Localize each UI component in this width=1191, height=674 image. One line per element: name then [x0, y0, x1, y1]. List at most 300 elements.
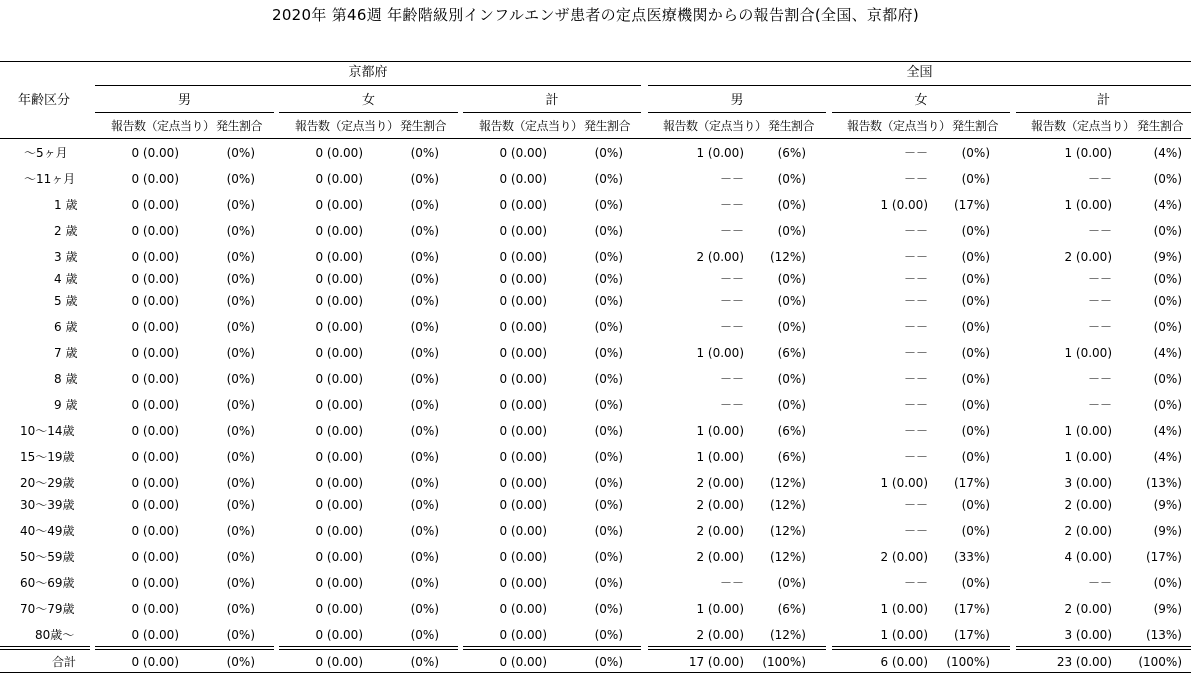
ratio-value: (0%) — [594, 250, 623, 264]
report-value: －－ — [903, 372, 928, 386]
report-value: 0 (0.00) — [131, 524, 179, 538]
ratio-value: (13%) — [1145, 476, 1182, 490]
report-value: 0 (0.00) — [131, 424, 179, 438]
row-label: 70～79歳 — [20, 602, 75, 616]
ratio-value: (0%) — [226, 498, 255, 512]
ratio-value: (0%) — [226, 198, 255, 212]
ratio-header-0: 発生割合 — [216, 119, 263, 133]
ratio-value: (0%) — [1153, 172, 1182, 186]
ratio-value: (12%) — [769, 628, 806, 642]
report-value: 1 (0.00) — [1064, 450, 1112, 464]
total-report-value: 0 (0.00) — [131, 655, 179, 669]
ratio-value: (0%) — [410, 576, 439, 590]
row-label: 15～19歳 — [20, 450, 75, 464]
ratio-value: (0%) — [226, 272, 255, 286]
ratio-value: (0%) — [226, 372, 255, 386]
report-value: －－ — [719, 224, 744, 238]
rule-total-5 — [1016, 646, 1191, 650]
rule-total-3 — [648, 646, 826, 650]
report-value: －－ — [1087, 294, 1112, 308]
report-value: 0 (0.00) — [131, 550, 179, 564]
ratio-value: (0%) — [777, 224, 806, 238]
report-value: 1 (0.00) — [880, 198, 928, 212]
ratio-value: (0%) — [410, 372, 439, 386]
ratio-value: (0%) — [594, 224, 623, 238]
ratio-value: (0%) — [961, 272, 990, 286]
ratio-value: (0%) — [594, 320, 623, 334]
row-label: 1 歳 — [54, 198, 78, 212]
report-value: 0 (0.00) — [131, 476, 179, 490]
ratio-value: (0%) — [594, 450, 623, 464]
ratio-value: (33%) — [953, 550, 990, 564]
ratio-value: (4%) — [1153, 450, 1182, 464]
sex-header-5: 計 — [1096, 93, 1110, 108]
report-value: 0 (0.00) — [131, 628, 179, 642]
total-label: 合計 — [52, 655, 77, 669]
rule-header-bottom — [0, 138, 1191, 139]
ratio-value: (12%) — [769, 250, 806, 264]
rule-sex-5 — [1016, 112, 1191, 113]
report-value: 2 (0.00) — [880, 550, 928, 564]
reports-header-3: 報告数（定点当り） — [663, 119, 767, 133]
reports-header-0: 報告数（定点当り） — [111, 119, 215, 133]
report-value: 0 (0.00) — [499, 198, 547, 212]
report-value: 2 (0.00) — [696, 628, 744, 642]
report-value: 0 (0.00) — [131, 294, 179, 308]
ratio-value: (17%) — [953, 198, 990, 212]
report-value: －－ — [719, 372, 744, 386]
ratio-value: (0%) — [1153, 576, 1182, 590]
row-label: 50～59歳 — [20, 550, 75, 564]
report-value: －－ — [903, 172, 928, 186]
ratio-value: (17%) — [953, 602, 990, 616]
report-value: －－ — [903, 424, 928, 438]
report-value: －－ — [719, 294, 744, 308]
report-value: 0 (0.00) — [131, 372, 179, 386]
total-report-value: 0 (0.00) — [499, 655, 547, 669]
ratio-value: (4%) — [1153, 424, 1182, 438]
report-value: 1 (0.00) — [880, 602, 928, 616]
ratio-value: (0%) — [961, 224, 990, 238]
ratio-value: (12%) — [769, 524, 806, 538]
report-value: －－ — [719, 398, 744, 412]
sex-header-1: 女 — [361, 93, 375, 108]
ratio-value: (0%) — [961, 250, 990, 264]
report-value: －－ — [1087, 224, 1112, 238]
report-value: －－ — [903, 272, 928, 286]
ratio-value: (0%) — [410, 524, 439, 538]
ratio-value: (0%) — [226, 294, 255, 308]
row-label: 60～69歳 — [20, 576, 75, 590]
ratio-value: (0%) — [777, 320, 806, 334]
ratio-value: (4%) — [1153, 146, 1182, 160]
ratio-value: (0%) — [226, 224, 255, 238]
report-value: －－ — [903, 294, 928, 308]
ratio-value: (0%) — [961, 498, 990, 512]
region-national-label: 全国 — [906, 65, 933, 80]
rule-sex-4 — [832, 112, 1010, 113]
report-value: 2 (0.00) — [1064, 524, 1112, 538]
ratio-value: (0%) — [410, 628, 439, 642]
ratio-value: (0%) — [226, 250, 255, 264]
row-label: 6 歳 — [54, 320, 78, 334]
report-value: 0 (0.00) — [315, 498, 363, 512]
report-value: 0 (0.00) — [499, 524, 547, 538]
row-label: 9 歳 — [54, 398, 78, 412]
reports-header-2: 報告数（定点当り） — [479, 119, 583, 133]
ratio-value: (0%) — [594, 272, 623, 286]
report-value: 0 (0.00) — [315, 346, 363, 360]
report-value: 0 (0.00) — [131, 320, 179, 334]
report-value: 0 (0.00) — [499, 320, 547, 334]
ratio-value: (12%) — [769, 550, 806, 564]
ratio-value: (6%) — [777, 346, 806, 360]
ratio-header-2: 発生割合 — [584, 119, 631, 133]
reports-header-1: 報告数（定点当り） — [295, 119, 399, 133]
ratio-value: (0%) — [961, 524, 990, 538]
ratio-header-5: 発生割合 — [1137, 119, 1184, 133]
total-report-value: 0 (0.00) — [315, 655, 363, 669]
rule-total-2 — [463, 646, 641, 650]
report-value: 4 (0.00) — [1064, 550, 1112, 564]
ratio-value: (0%) — [961, 172, 990, 186]
ratio-value: (0%) — [410, 398, 439, 412]
report-value: 0 (0.00) — [499, 172, 547, 186]
report-value: －－ — [903, 224, 928, 238]
ratio-value: (0%) — [410, 250, 439, 264]
report-value: －－ — [903, 346, 928, 360]
page-title: 2020年 第46週 年齢階級別インフルエンザ患者の定点医療機関からの報告割合(全国、京都府) — [271, 6, 919, 24]
total-report-value: 23 (0.00) — [1056, 655, 1112, 669]
report-value: 1 (0.00) — [880, 628, 928, 642]
row-label: ～5ヶ月 — [24, 146, 68, 160]
total-ratio-value: (100%) — [1138, 655, 1182, 669]
ratio-value: (9%) — [1153, 498, 1182, 512]
ratio-value: (0%) — [410, 346, 439, 360]
ratio-value: (0%) — [777, 576, 806, 590]
report-value: 0 (0.00) — [131, 146, 179, 160]
ratio-value: (0%) — [594, 524, 623, 538]
report-value: －－ — [719, 272, 744, 286]
sex-header-3: 男 — [730, 93, 744, 108]
report-value: 3 (0.00) — [1064, 476, 1112, 490]
report-value: 0 (0.00) — [499, 576, 547, 590]
report-value: －－ — [903, 450, 928, 464]
report-value: 0 (0.00) — [315, 198, 363, 212]
report-value: 0 (0.00) — [315, 550, 363, 564]
ratio-value: (0%) — [226, 524, 255, 538]
report-value: 0 (0.00) — [499, 224, 547, 238]
report-value: 1 (0.00) — [1064, 346, 1112, 360]
ratio-value: (0%) — [410, 172, 439, 186]
total-ratio-value: (0%) — [410, 655, 439, 669]
ratio-value: (0%) — [410, 602, 439, 616]
report-value: 1 (0.00) — [880, 476, 928, 490]
ratio-value: (0%) — [410, 550, 439, 564]
ratio-value: (13%) — [1145, 628, 1182, 642]
ratio-value: (0%) — [410, 424, 439, 438]
rule-sex-1 — [279, 112, 458, 113]
report-value: －－ — [1087, 372, 1112, 386]
ratio-value: (0%) — [226, 172, 255, 186]
report-value: 0 (0.00) — [315, 320, 363, 334]
report-value: 0 (0.00) — [315, 524, 363, 538]
row-label: 3 歳 — [54, 250, 78, 264]
ratio-value: (0%) — [594, 498, 623, 512]
reports-header-5: 報告数（定点当り） — [1031, 119, 1135, 133]
row-label: 10～14歳 — [20, 424, 75, 438]
sex-header-4: 女 — [914, 93, 928, 108]
report-value: 0 (0.00) — [315, 450, 363, 464]
report-value: －－ — [1087, 398, 1112, 412]
total-ratio-value: (0%) — [594, 655, 623, 669]
ratio-value: (0%) — [961, 320, 990, 334]
report-value: 0 (0.00) — [315, 398, 363, 412]
rule-national-region — [648, 85, 1191, 86]
report-value: －－ — [719, 320, 744, 334]
ratio-value: (0%) — [961, 450, 990, 464]
ratio-value: (17%) — [953, 628, 990, 642]
report-value: 0 (0.00) — [131, 198, 179, 212]
report-value: 0 (0.00) — [499, 450, 547, 464]
ratio-value: (0%) — [777, 294, 806, 308]
ratio-value: (0%) — [594, 198, 623, 212]
row-label: 7 歳 — [54, 346, 78, 360]
report-value: －－ — [903, 146, 928, 160]
rule-sex-0 — [95, 112, 274, 113]
report-value: 0 (0.00) — [315, 224, 363, 238]
report-value: 0 (0.00) — [131, 346, 179, 360]
report-value: 0 (0.00) — [499, 498, 547, 512]
report-value: 0 (0.00) — [315, 424, 363, 438]
report-value: 1 (0.00) — [696, 146, 744, 160]
report-value: 0 (0.00) — [131, 450, 179, 464]
region-kyoto-label: 京都府 — [348, 65, 388, 80]
ratio-value: (0%) — [594, 424, 623, 438]
ratio-value: (0%) — [410, 498, 439, 512]
rule-sex-2 — [463, 112, 641, 113]
report-value: －－ — [903, 524, 928, 538]
report-value: 0 (0.00) — [499, 250, 547, 264]
row-label: 20～29歳 — [20, 476, 75, 490]
report-value: 3 (0.00) — [1064, 628, 1112, 642]
ratio-value: (0%) — [410, 320, 439, 334]
row-label: 30～39歳 — [20, 498, 75, 512]
total-report-value: 17 (0.00) — [688, 655, 744, 669]
rule-kyoto-region — [95, 85, 641, 86]
row-label: 4 歳 — [54, 272, 78, 286]
report-value: 0 (0.00) — [499, 346, 547, 360]
total-ratio-value: (100%) — [762, 655, 806, 669]
ratio-value: (6%) — [777, 450, 806, 464]
report-value: 1 (0.00) — [1064, 198, 1112, 212]
report-value: 2 (0.00) — [696, 250, 744, 264]
report-value: 0 (0.00) — [499, 628, 547, 642]
report-value: －－ — [719, 198, 744, 212]
report-value: 0 (0.00) — [315, 250, 363, 264]
rule-total-0 — [95, 646, 274, 650]
total-ratio-value: (0%) — [226, 655, 255, 669]
report-value: 1 (0.00) — [1064, 424, 1112, 438]
report-value: 1 (0.00) — [696, 602, 744, 616]
report-value: －－ — [903, 498, 928, 512]
ratio-value: (0%) — [961, 372, 990, 386]
report-value: －－ — [903, 320, 928, 334]
rule-total-label — [0, 646, 90, 650]
ratio-value: (0%) — [594, 346, 623, 360]
report-value: 0 (0.00) — [131, 602, 179, 616]
report-value: 0 (0.00) — [499, 550, 547, 564]
reports-header-4: 報告数（定点当り） — [847, 119, 951, 133]
report-value: 0 (0.00) — [131, 224, 179, 238]
total-report-value: 6 (0.00) — [880, 655, 928, 669]
ratio-value: (0%) — [961, 294, 990, 308]
rule-total-1 — [279, 646, 458, 650]
ratio-value: (0%) — [410, 294, 439, 308]
report-value: 0 (0.00) — [315, 372, 363, 386]
report-value: 0 (0.00) — [315, 172, 363, 186]
ratio-value: (17%) — [953, 476, 990, 490]
ratio-value: (12%) — [769, 498, 806, 512]
ratio-value: (0%) — [1153, 294, 1182, 308]
ratio-value: (0%) — [1153, 398, 1182, 412]
ratio-value: (0%) — [594, 628, 623, 642]
ratio-value: (0%) — [226, 398, 255, 412]
ratio-value: (0%) — [777, 398, 806, 412]
ratio-value: (4%) — [1153, 198, 1182, 212]
report-value: 1 (0.00) — [696, 450, 744, 464]
report-value: 2 (0.00) — [696, 498, 744, 512]
ratio-value: (4%) — [1153, 346, 1182, 360]
report-value: 0 (0.00) — [131, 576, 179, 590]
report-value: 0 (0.00) — [499, 476, 547, 490]
report-value: 0 (0.00) — [315, 476, 363, 490]
report-value: －－ — [1087, 576, 1112, 590]
ratio-value: (0%) — [594, 576, 623, 590]
ratio-value: (0%) — [961, 576, 990, 590]
rule-total-4 — [832, 646, 1010, 650]
ratio-value: (6%) — [777, 424, 806, 438]
row-label: 5 歳 — [54, 294, 78, 308]
ratio-value: (0%) — [961, 424, 990, 438]
ratio-value: (0%) — [594, 398, 623, 412]
report-value: 0 (0.00) — [315, 294, 363, 308]
ratio-value: (0%) — [226, 550, 255, 564]
report-value: 2 (0.00) — [1064, 602, 1112, 616]
report-value: 0 (0.00) — [315, 272, 363, 286]
ratio-value: (0%) — [961, 346, 990, 360]
ratio-value: (0%) — [410, 224, 439, 238]
ratio-value: (0%) — [594, 550, 623, 564]
total-ratio-value: (100%) — [946, 655, 990, 669]
report-value: 0 (0.00) — [131, 398, 179, 412]
ratio-value: (0%) — [777, 372, 806, 386]
ratio-header-4: 発生割合 — [952, 119, 999, 133]
report-value: 1 (0.00) — [696, 424, 744, 438]
ratio-value: (0%) — [961, 146, 990, 160]
report-value: 0 (0.00) — [131, 250, 179, 264]
report-value: －－ — [903, 250, 928, 264]
ratio-value: (17%) — [1145, 550, 1182, 564]
age-column-header: 年齢区分 — [18, 93, 71, 108]
ratio-value: (0%) — [594, 294, 623, 308]
report-value: 0 (0.00) — [499, 372, 547, 386]
ratio-value: (0%) — [226, 346, 255, 360]
report-value: －－ — [903, 576, 928, 590]
row-label: ～11ヶ月 — [24, 172, 76, 186]
ratio-value: (0%) — [226, 476, 255, 490]
report-value: 1 (0.00) — [696, 346, 744, 360]
report-value: 0 (0.00) — [131, 498, 179, 512]
report-value: 2 (0.00) — [696, 550, 744, 564]
ratio-value: (0%) — [777, 172, 806, 186]
report-value: 0 (0.00) — [499, 146, 547, 160]
row-label: 40～49歳 — [20, 524, 75, 538]
report-value: 0 (0.00) — [499, 602, 547, 616]
report-value: 0 (0.00) — [131, 272, 179, 286]
sex-header-0: 男 — [177, 93, 191, 108]
ratio-value: (0%) — [961, 398, 990, 412]
ratio-value: (0%) — [594, 372, 623, 386]
row-label: 2 歳 — [54, 224, 78, 238]
ratio-value: (0%) — [226, 146, 255, 160]
report-value: －－ — [1087, 320, 1112, 334]
report-value: 2 (0.00) — [1064, 498, 1112, 512]
ratio-value: (0%) — [410, 146, 439, 160]
report-value: －－ — [1087, 172, 1112, 186]
report-value: 0 (0.00) — [499, 294, 547, 308]
report-value: －－ — [1087, 272, 1112, 286]
ratio-value: (0%) — [226, 424, 255, 438]
report-value: 2 (0.00) — [1064, 250, 1112, 264]
ratio-value: (0%) — [410, 450, 439, 464]
report-value: 1 (0.00) — [1064, 146, 1112, 160]
ratio-value: (9%) — [1153, 250, 1182, 264]
sex-header-2: 計 — [545, 93, 559, 108]
ratio-value: (0%) — [1153, 224, 1182, 238]
ratio-value: (0%) — [1153, 372, 1182, 386]
ratio-value: (0%) — [410, 198, 439, 212]
ratio-value: (0%) — [777, 198, 806, 212]
ratio-value: (12%) — [769, 476, 806, 490]
report-value: 0 (0.00) — [499, 272, 547, 286]
rule-bottom — [0, 672, 1191, 673]
report-value: 0 (0.00) — [499, 424, 547, 438]
report-value: 2 (0.00) — [696, 476, 744, 490]
ratio-value: (0%) — [594, 146, 623, 160]
rule-sex-3 — [648, 112, 826, 113]
ratio-value: (0%) — [226, 450, 255, 464]
report-value: 0 (0.00) — [315, 146, 363, 160]
report-value: 0 (0.00) — [315, 576, 363, 590]
ratio-value: (0%) — [226, 602, 255, 616]
report-value: －－ — [903, 398, 928, 412]
report-value: 0 (0.00) — [131, 172, 179, 186]
ratio-value: (0%) — [410, 476, 439, 490]
ratio-value: (0%) — [226, 628, 255, 642]
ratio-value: (0%) — [226, 320, 255, 334]
ratio-value: (9%) — [1153, 602, 1182, 616]
ratio-header-1: 発生割合 — [400, 119, 447, 133]
ratio-value: (0%) — [594, 602, 623, 616]
ratio-value: (0%) — [777, 272, 806, 286]
row-label: 80歳～ — [35, 628, 75, 642]
rule-top — [0, 61, 1191, 62]
ratio-header-3: 発生割合 — [768, 119, 815, 133]
ratio-value: (6%) — [777, 602, 806, 616]
ratio-value: (0%) — [1153, 272, 1182, 286]
row-label: 8 歳 — [54, 372, 78, 386]
